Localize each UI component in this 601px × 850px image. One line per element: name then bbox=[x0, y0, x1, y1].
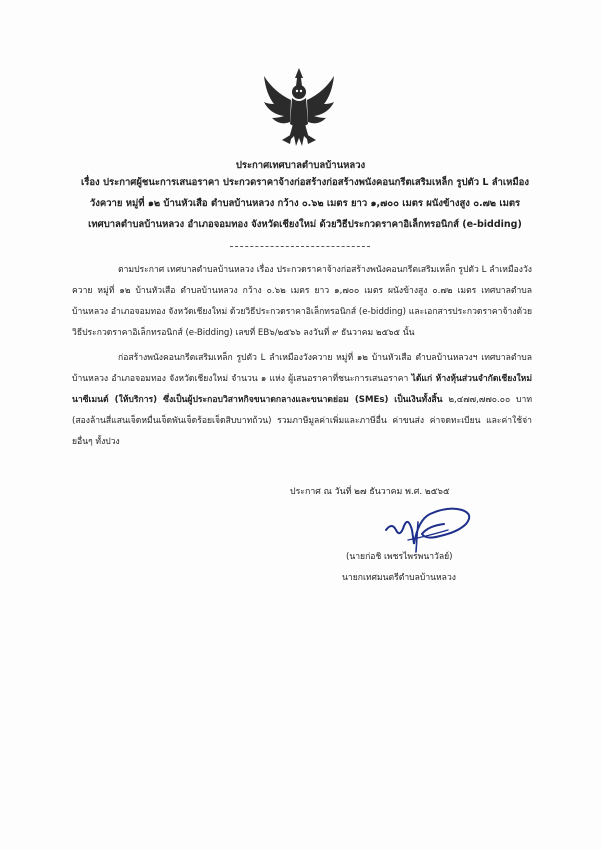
subject-line-3: เทศบาลตำบลบ้านหลวง อำเภอจอมทอง จังหวัดเชียงใหม่ ด้วยวิธีประกวดราคาอิเล็กทรอนิกส์ (e-bidding) bbox=[88, 219, 522, 230]
award-amount-text: ๒,๔๗๗,๗๗๐.๐๐ บาท (สองล้านสี่แสนเจ็ดหมื่นเจ็ดพันเจ็ดร้อยเจ็ดสิบบาทถ้วน) รวมภาษีมูลค่าเพิ่มและภาษีอื่น ค่าขนส่ง ค่าจดทะเบียน และค่าใช้จ่ายอื่นๆ ทั้งปวง bbox=[72, 395, 532, 447]
issuing-office: ประกาศเทศบาลตำบลบ้านหลวง bbox=[235, 160, 366, 171]
award-intro-text: ก่อสร้างพนังคอนกรีตเสริมเหล็ก รูปตัว L ลำเหมืองวังควาย หมู่ที่ ๑๒ บ้านหัวเสือ ตำบลบ้านหลวงฯ เทศบาลตำบลบ้านหลวง อำเภอจอมทอง จังหวัดเชียงใหม่ จำนวน ๑ แห่ง ผู้เสนอราคาที่ชนะการเสนอราคา bbox=[72, 353, 532, 384]
winner-text: ได้แก่ ห้างหุ้นส่วนจำกัดเชียงใหม่นาซีเมนต์ (ให้บริการ) ซึ่งเป็นผู้ประกอบวิสาหกิจขนาดกลางและขนาดย่อม (SMEs) bbox=[72, 374, 532, 405]
paragraph-award bbox=[72, 348, 532, 453]
garuda-emblem-icon bbox=[260, 64, 338, 152]
signer-position: นายกเทศมนตรีตำบลบ้านหลวง bbox=[342, 573, 456, 583]
divider bbox=[230, 246, 370, 247]
total-label: เป็นเงินทั้งสิ้น bbox=[394, 395, 443, 405]
subject-line-2: วังควาย หมู่ที่ ๑๒ บ้านหัวเสือ ตำบลบ้านหลวง กว้าง ๐.๖๒ เมตร ยาว ๑,๗๐๐ เมตร ผนังข้างสูง ๐.๗๒ เมตร bbox=[89, 198, 521, 209]
paragraph-reference bbox=[72, 260, 532, 344]
signer-name: (นายก่อชิ เพชรไพรพนาวัลย์) bbox=[346, 552, 453, 562]
subject-line-1: เรื่อง ประกาศผู้ชนะการเสนอราคา ประกวดราคาจ้างก่อสร้างก่อสร้างพนังคอนกรีตเสริมเหล็ก รูปตัว L ลำเหมือง bbox=[80, 177, 529, 188]
paragraph-reference-text: ตามประกาศ เทศบาลตำบลบ้านหลวง เรื่อง ประกวดราคาจ้างก่อสร้างพนังคอนกรีตเสริมเหล็ก รูปตัว L ลำเหมืองวังควาย หมู่ที่ ๑๒ บ้านหัวเสือ ตำบลบ้านหลวง กว้าง ๐.๖๒ เมตร ยาว ๑,๗๐๐ เมตร ผนังข้างสูง ๐.๗๒ เมตร เทศบาลตำบลบ้านหลวง อำเภอจอมทอง จังหวัดเชียงใหม่ ด้วยวิธีประกวดราคาอิเล็กทรอนิกส์ (e-bidding) และเอกสารประกวดราคาจ้างด้วยวิธีประกวดราคาอิเล็กทรอนิกส์ (e-Bidding) เลขที่ EB๖/๒๕๖๖ ลงวันที่ ๙ ธันวาคม ๒๕๖๕ นั้น bbox=[72, 265, 532, 338]
announcement-date: ประกาศ ณ วันที่ ๒๗ ธันวาคม พ.ศ. ๒๕๖๕ bbox=[290, 487, 450, 497]
signature-icon bbox=[378, 500, 478, 556]
